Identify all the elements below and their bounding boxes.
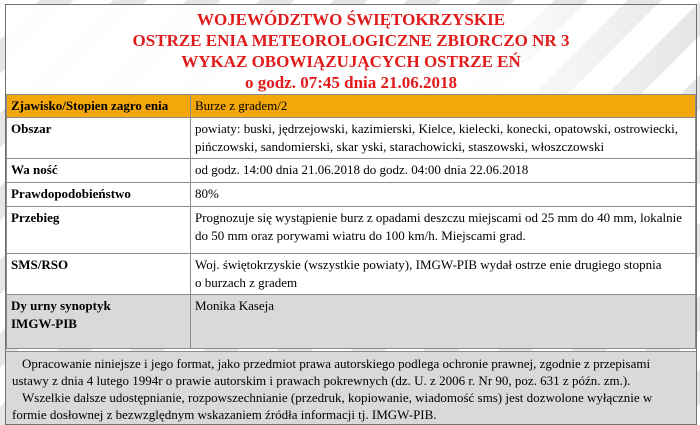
warning-document: [5, 4, 697, 425]
copyright-notice: [6, 351, 696, 424]
area-value: powiaty: buski, jędrzejowski, kazimierski, Kielce, kielecki, konecki, opatowski, ostrowiecki, pińczowski, sandomierski, skar yski, starachowicki, staszowski, włoszczowski: [191, 118, 696, 159]
table-row: [7, 183, 696, 207]
forecaster-label-line2: IMGW-PIB: [11, 316, 77, 331]
forecaster-label: [7, 295, 191, 349]
document-header: [6, 5, 696, 97]
table-row: [7, 254, 696, 295]
probability-value: 80%: [191, 183, 696, 207]
table-row: [7, 95, 696, 118]
copyright-paragraph: Opracowanie niniejsze i jego format, jako przedmiot prawa autorskiego podlega ochronie prawnej, zgodnie z przepisami ustawy z dnia 4 lutego 1994r o prawie autorskim i prawach pokrewnych (dz. U. z 2006 r. Nr 90, poz. 631 z późn. zm.).: [12, 356, 651, 388]
course-label: Przebieg: [7, 207, 191, 254]
forecaster-label-line1: Dy urny synoptyk: [11, 298, 111, 313]
course-value: Prognozuje się wystąpienie burz z opadami deszczu miejscami od 25 mm do 40 mm, lokalnie do 50 mm oraz porywami wiatru do 100 km/h. Miejscami grad.: [191, 207, 696, 254]
sms-rso-label: SMS/RSO: [7, 254, 191, 295]
region-title: WOJEWÓDZTWO ŚWIĘTOKRZYSKIE: [196, 10, 506, 29]
validity-value: od godz. 14:00 dnia 21.06.2018 do godz. 04:00 dnia 22.06.2018: [191, 159, 696, 183]
warning-table: [6, 94, 696, 349]
issue-time: o godz. 07:45 dnia 21.06.2018: [244, 73, 458, 92]
phenomenon-value: Burze z gradem/2: [191, 95, 696, 118]
list-title: WYKAZ OBOWIĄZUJĄCYCH OSTRZE EŃ: [181, 52, 521, 71]
validity-label: Wa ność: [7, 159, 191, 183]
forecaster-value: Monika Kaseja: [191, 295, 696, 349]
sms-rso-value: [191, 254, 696, 295]
table-row: [7, 118, 696, 159]
phenomenon-label: Zjawisko/Stopien zagro enia: [7, 95, 191, 118]
table-row: [7, 159, 696, 183]
area-label: Obszar: [7, 118, 191, 159]
probability-label: Prawdopodobieństwo: [7, 183, 191, 207]
table-row: [7, 207, 696, 254]
table-row: [7, 295, 696, 349]
distribution-paragraph: Wszelkie dalsze udostępnianie, rozpowszechnianie (przedruk, kopiowanie, wiadomość sms) jest dozwolone wyłącznie w formie dosłownej z bezwzględnym wskazaniem źródła informacji tj. IMGW-PIB.: [12, 390, 653, 422]
sms-rso-line1: Woj. świętokrzyskie (wszystkie powiaty), IMGW-PIB wydał ostrze enie drugiego stopnia: [195, 257, 662, 272]
warning-title: OSTRZE ENIA METEOROLOGICZNE ZBIORCZO NR 3: [132, 31, 570, 50]
sms-rso-line2: o burzach z gradem: [195, 275, 298, 290]
